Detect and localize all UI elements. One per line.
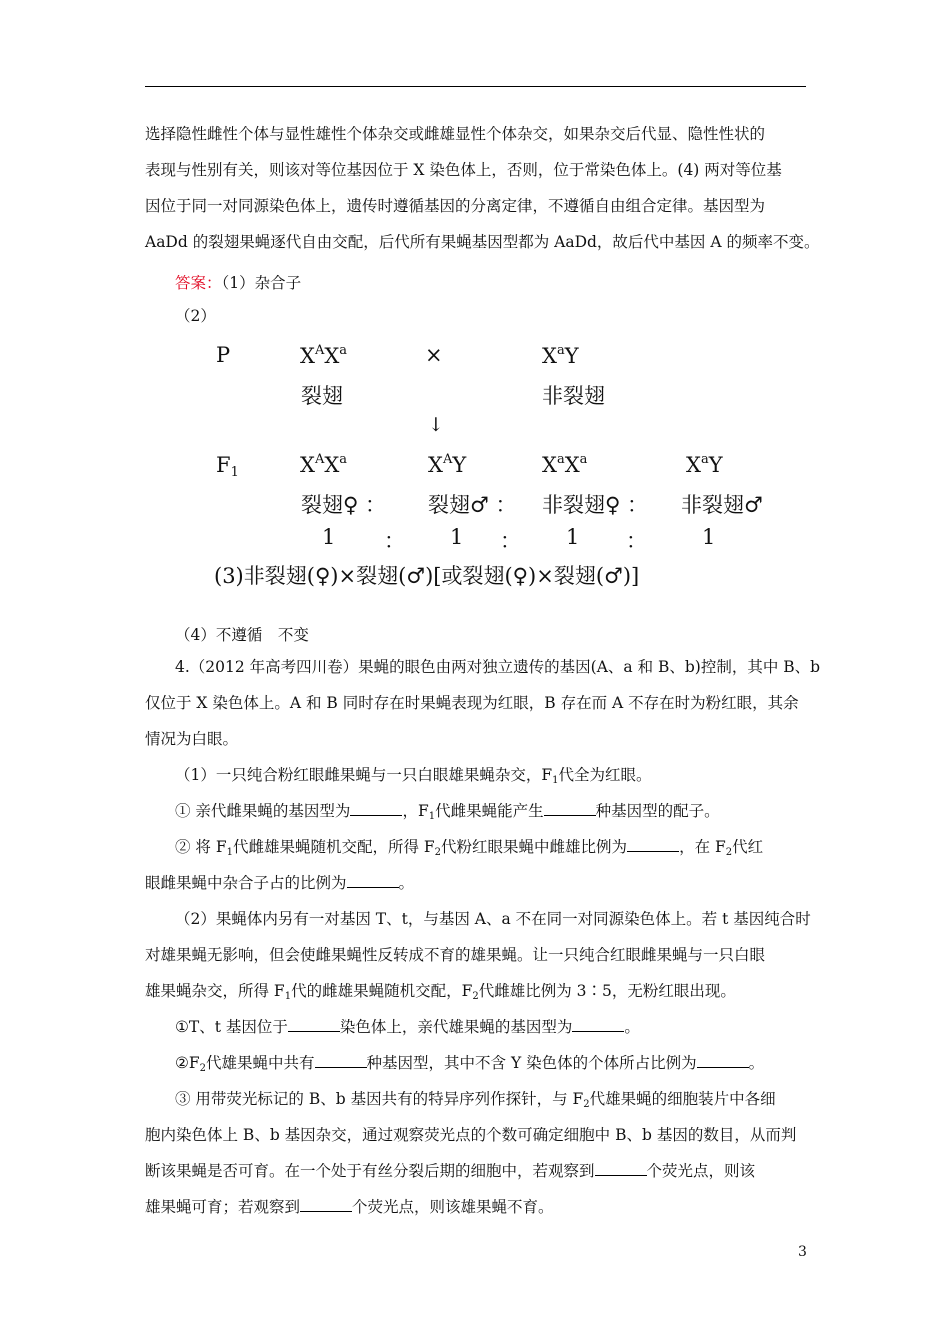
q4-line: 对雄果蝇无影响，但会使雌果蝇性反转成不育的雄果蝇。让一只纯合红眼雌果蝇与一只白眼 — [145, 946, 766, 964]
q4-line: $②F_2$代雄果蝇中共有 种基因型，其中不含 Y 染色体的个体所占比例为 。 — [175, 1054, 765, 1074]
f1-genotype-3: $X^aX^a$ — [542, 452, 588, 477]
p-male-phenotype: 非裂翅 — [542, 384, 605, 408]
ratio-3: 1 — [566, 525, 580, 549]
f1-phenotype-3: 非裂翅♀ ： — [542, 493, 649, 517]
p-female-phenotype: 裂翅 — [301, 384, 343, 408]
f1-genotype-1: $X^AX^a$ — [300, 452, 348, 477]
q4-intro: 4.（2012 年高考四川卷）果蝇的眼色由两对独立遗传的基因(A、a 和 B、b)控制，其中 B、b — [175, 658, 821, 676]
ratio-1: 1 — [322, 525, 336, 549]
para-line: 因位于同一对同源染色体上，遗传时遵循基因的分离定律，不遵循自由组合定律。基因型为 — [145, 197, 766, 215]
answer-blank[interactable] — [595, 1161, 647, 1176]
f1-phenotype-2: 裂翅♂ ： — [428, 493, 517, 517]
f1-genotype-4: $X^aY$ — [686, 452, 723, 477]
q4-line: 胞内染色体上 B、b 基因杂交，通过观察荧光点的个数可确定细胞中 B、b 基因的数目，从而判 — [145, 1126, 797, 1144]
para-line: 表现与性别有关，则该对等位基因位于 X 染色体上，否则，位于常染色体上。(4) 两对等位基 — [145, 161, 782, 179]
answer-blank[interactable] — [697, 1053, 749, 1068]
ratio-2: 1 — [450, 525, 464, 549]
p-male-genotype: $X^aY$ — [542, 343, 579, 368]
answer-item4: （4）不遵循 不变 — [175, 626, 309, 644]
para-line: AaDd 的裂翅果蝇逐代自由交配，后代所有果蝇基因型都为 AaDd，故后代中基因 A 的频率不变。 — [145, 233, 820, 251]
q4-line: 眼雌果蝇中杂合子占的比例为 。 — [145, 874, 415, 892]
header-rule — [145, 86, 806, 87]
answer-item2: （2） — [175, 307, 216, 325]
f1-label: $F_1$ — [216, 453, 239, 480]
f1-phenotype-4: 非裂翅♂ — [681, 493, 763, 517]
q4-line: ③ 用带荧光标记的 B、b 基因共有的特异序列作探针，与 $F_2$代雄果蝇的细胞装片中各细 — [175, 1090, 776, 1110]
answer-blank[interactable] — [347, 873, 399, 888]
q4-line: ② 将 $F_1$代雌雄果蝇随机交配，所得 $F_2$代粉红眼果蝇中雌雄比例为 ，在 $F_2$代红 — [175, 838, 764, 858]
f1-phenotype-1: 裂翅♀ ： — [301, 493, 387, 517]
f1-genotype-2: $X^AY$ — [428, 452, 467, 477]
answer-line — [175, 265, 840, 301]
q4-line: （1）一只纯合粉红眼雌果蝇与一只白眼雄果蝇杂交，$F_1$代全为红眼。 — [175, 766, 652, 786]
q4-intro: 情况为白眼。 — [145, 730, 239, 748]
q4-line: 雄果蝇杂交，所得 $F_1$代的雌雄果蝇随机交配，$F_2$代雌雄比例为 3∶5，无粉红眼出现。 — [145, 982, 736, 1002]
answer-blank[interactable] — [288, 1017, 340, 1032]
ratio-4: 1 — [702, 525, 716, 549]
ratio-colon: ： — [626, 529, 647, 553]
para-line: 选择隐性雌性个体与显性雄性个体杂交或雌雄显性个体杂交，如果杂交后代显、隐性性状的 — [145, 125, 766, 143]
q4-line: ①T、t 基因位于 染色体上，亲代雄果蝇的基因型为 。 — [175, 1018, 640, 1036]
cross-symbol: × — [425, 343, 443, 367]
answer-blank[interactable] — [315, 1053, 367, 1068]
p-label: P — [216, 343, 231, 367]
q4-line: 断该果蝇是否可育。在一个处于有丝分裂后期的细胞中，若观察到 个荧光点，则该 — [145, 1162, 756, 1180]
answer-item3: (3)非裂翅(♀)×裂翅(♂)[或裂翅(♀)×裂翅(♂)] — [214, 564, 640, 588]
ratio-colon: ： — [384, 529, 405, 553]
q4-line: 雄果蝇可育；若观察到 个荧光点，则该雄果蝇不育。 — [145, 1198, 554, 1216]
answer-blank[interactable] — [350, 801, 402, 816]
answer-item1: （1）杂合子 — [221, 274, 302, 292]
answer-blank[interactable] — [544, 801, 596, 816]
down-arrow-icon: ↓ — [428, 414, 444, 436]
p-female-genotype: $X^AX^a$ — [300, 343, 348, 368]
q4-line: ① 亲代雌果蝇的基因型为 ，$F_1$代雌果蝇能产生 种基因型的配子。 — [175, 802, 720, 822]
page-number: 3 — [798, 1244, 807, 1260]
q4-line: （2）果蝇体内另有一对基因 T、t，与基因 A、a 不在同一对同源染色体上。若 t 基因纯合时 — [175, 910, 811, 928]
answer-blank[interactable] — [300, 1197, 352, 1212]
q4-intro: 仅位于 X 染色体上。A 和 B 同时存在时果蝇表现为红眼，B 存在而 A 不存在时为粉红眼，其余 — [145, 694, 799, 712]
answer-label: 答案： — [175, 274, 222, 292]
ratio-colon: ： — [500, 529, 521, 553]
answer-blank[interactable] — [627, 837, 679, 852]
answer-blank[interactable] — [572, 1017, 624, 1032]
